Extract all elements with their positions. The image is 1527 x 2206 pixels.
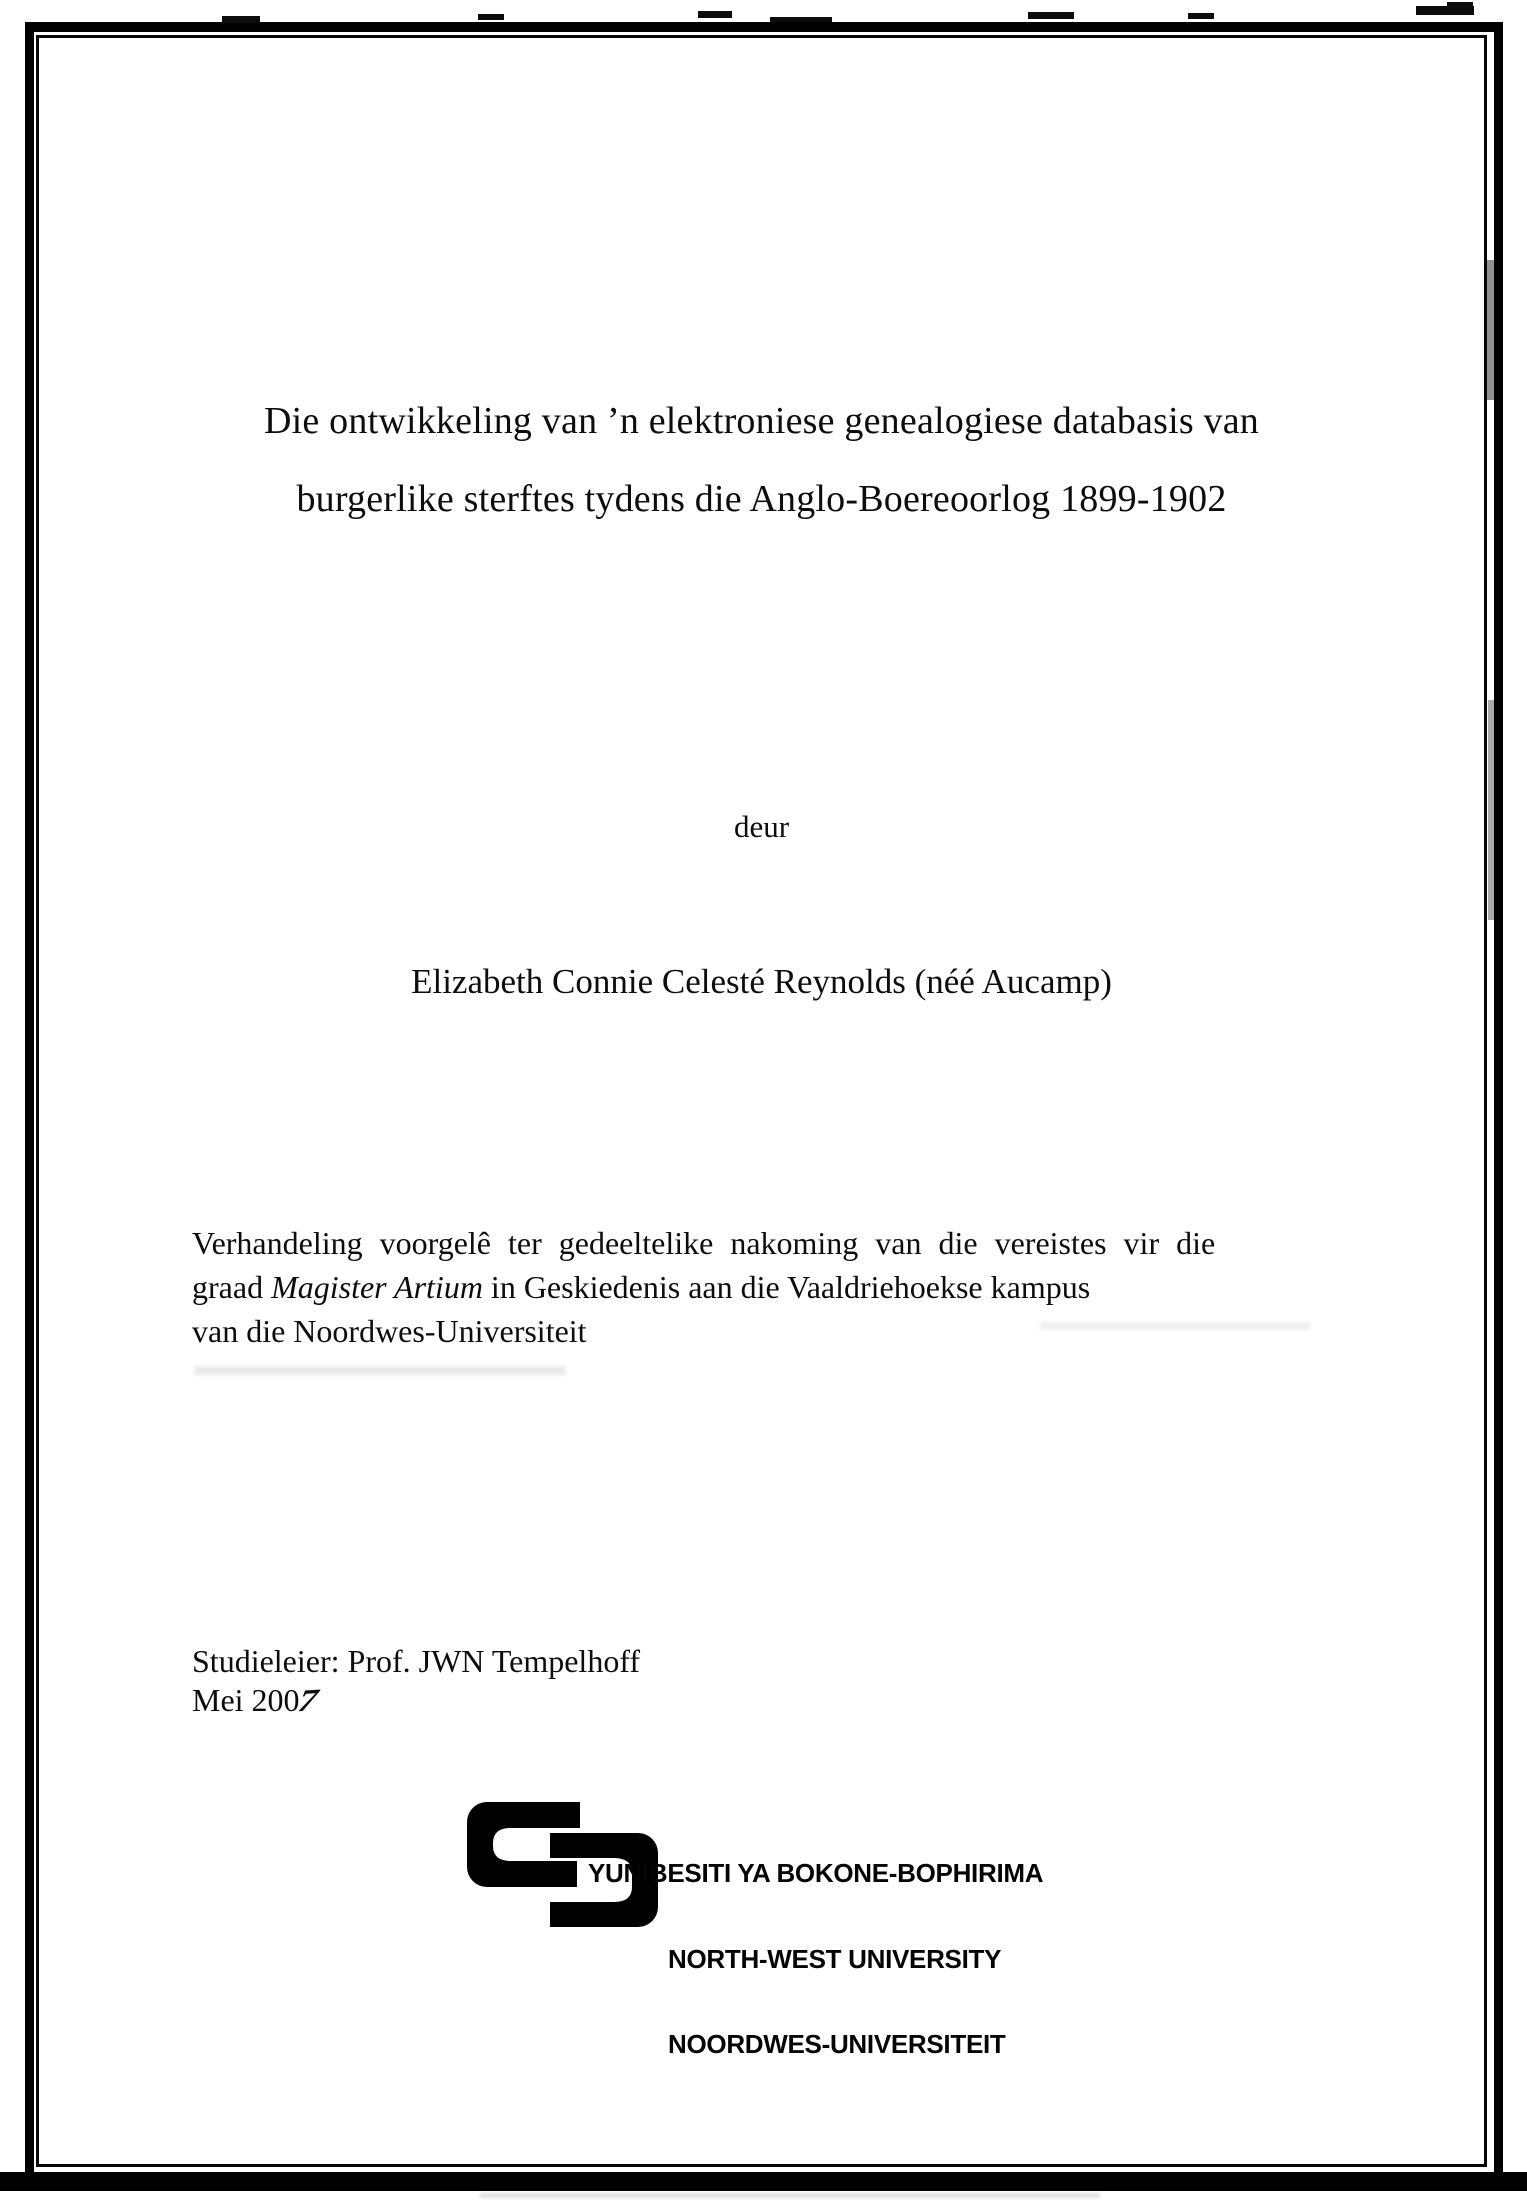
scan-artifact xyxy=(1188,13,1214,19)
scan-artifact xyxy=(478,14,504,20)
date-text: Mei 200 xyxy=(192,1682,300,1718)
thesis-statement-line-2-post: in Geskiedenis aan die Vaaldriehoekse kampus xyxy=(482,1269,1091,1305)
scan-ghosting xyxy=(194,1366,566,1375)
date-corrected-digit: 7 xyxy=(291,1681,325,1719)
supervisor-line: Studieleier: Prof. JWN Tempelhoff xyxy=(192,1643,641,1679)
date-line xyxy=(192,1681,640,1720)
supervisor-block xyxy=(192,1642,640,1720)
nwu-logo-line-1: YUNIBESITI YA BOKONE-BOPHIRIMA xyxy=(588,1858,1044,1888)
thesis-statement-line-2 xyxy=(192,1265,1342,1309)
thesis-title-line-1: Die ontwikkeling van ’n elektroniese genealogiese databasis van xyxy=(264,400,1259,442)
nwu-logo-line-3: NOORDWES-UNIVERSITEIT xyxy=(668,2029,1006,2059)
scan-ghosting xyxy=(480,2193,1100,2198)
scan-artifact xyxy=(1447,2,1473,10)
scan-edge-bottom xyxy=(0,2172,1527,2191)
scan-artifact xyxy=(222,16,260,23)
thesis-title-line-2: burgerlike sterftes tydens die Anglo-Boereoorlog 1899-1902 xyxy=(296,478,1227,520)
author-name: Elizabeth Connie Celesté Reynolds (néé Aucamp) xyxy=(411,962,1112,1001)
degree-name: Magister Artium xyxy=(271,1269,483,1305)
scan-artifact xyxy=(698,11,732,18)
thesis-statement-line-2-pre: graad xyxy=(192,1269,272,1305)
thesis-statement-line-1: Verhandeling voorgelê ter gedeeltelike nakoming van die vereistes vir die xyxy=(192,1225,1216,1261)
scan-artifact xyxy=(1028,12,1074,19)
nwu-logo-line-2: NORTH-WEST UNIVERSITY xyxy=(668,1943,1002,1974)
nwu-logo-text xyxy=(588,1802,1043,2116)
scan-artifact xyxy=(770,17,832,22)
thesis-statement-line-3: van die Noordwes-Universiteit xyxy=(192,1313,587,1349)
thesis-statement xyxy=(192,1221,1342,1353)
scan-artifact xyxy=(1488,700,1494,920)
scan-artifact xyxy=(1487,260,1494,400)
byline: deur xyxy=(733,809,790,844)
